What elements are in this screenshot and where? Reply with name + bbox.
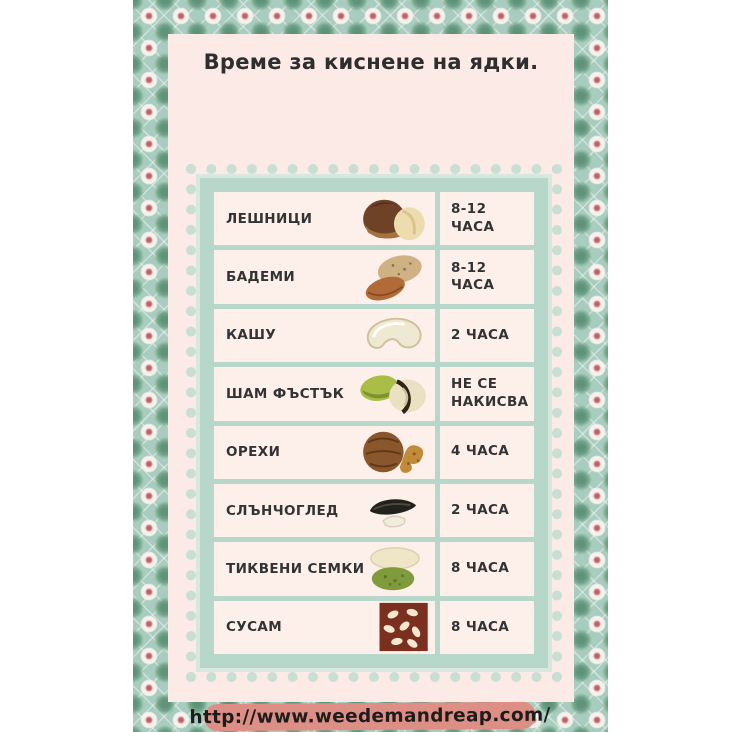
table-row xyxy=(214,484,534,537)
hazelnut-icon xyxy=(353,192,433,246)
sesame-icon xyxy=(353,600,433,654)
soak-time: 4 ЧАСА xyxy=(451,443,510,460)
nut-name: СЛЪНЧОГЛЕД xyxy=(226,502,339,519)
walnut-icon xyxy=(353,425,433,479)
soak-time: 8-12 ЧАСА xyxy=(451,201,495,235)
nut-name: СУСАМ xyxy=(226,619,283,636)
cashew-icon xyxy=(353,308,433,362)
table-row xyxy=(214,309,534,362)
table-row xyxy=(214,542,534,595)
soak-time: 2 ЧАСА xyxy=(451,501,510,518)
nut-name: КАШУ xyxy=(226,327,277,344)
pistachio-icon xyxy=(353,367,433,421)
pumpkin-seed-icon xyxy=(353,542,433,596)
soak-time: 2 ЧАСА xyxy=(451,326,510,343)
nut-name: БАДЕМИ xyxy=(226,269,296,286)
table-row xyxy=(214,250,534,303)
table-row xyxy=(214,426,534,479)
soak-time: 8 ЧАСА xyxy=(451,618,510,635)
sunflower-seed-icon xyxy=(353,484,433,538)
table-row xyxy=(214,192,534,245)
table-rows xyxy=(214,192,534,654)
footer-url-band xyxy=(189,702,551,731)
footer-url[interactable]: http://www.weedemandreap.com/ xyxy=(189,704,551,729)
nut-name: ТИКВЕНИ СЕМКИ xyxy=(226,560,365,577)
pink-card xyxy=(168,34,574,702)
soaking-times-table xyxy=(200,178,548,668)
soak-time: 8-12 ЧАСА xyxy=(451,259,495,294)
soak-time: НЕ СЕ НАКИСВА xyxy=(451,376,529,410)
table-row xyxy=(214,367,534,420)
nut-name: ОРЕХИ xyxy=(226,444,281,461)
soak-time: 8 ЧАСА xyxy=(451,560,510,577)
nut-name: ЛЕШНИЦИ xyxy=(226,210,313,227)
table-row xyxy=(214,601,534,654)
nut-name: ШАМ ФЪСТЪК xyxy=(226,385,345,402)
almond-icon xyxy=(353,250,433,304)
page-title: Време за киснене на ядки. xyxy=(203,50,539,74)
